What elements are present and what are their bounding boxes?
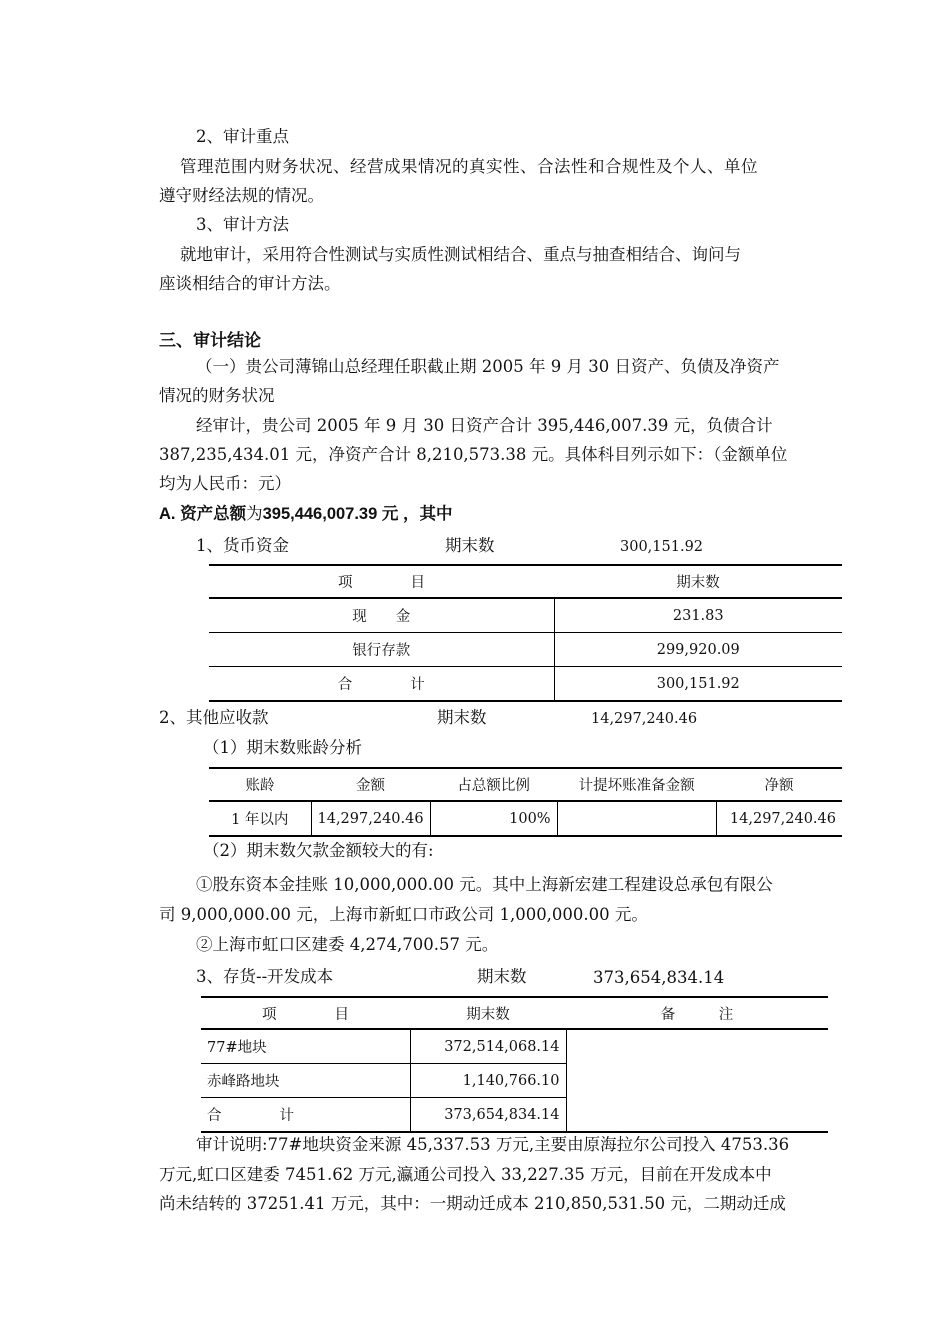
aging-title: （1）期末数账龄分析 bbox=[203, 738, 362, 757]
assets-heading-a: A. 资产总额 bbox=[159, 505, 247, 523]
table-cell: 299,920.09 bbox=[656, 641, 740, 658]
table-row bbox=[209, 667, 842, 702]
table-cell: 合 计 bbox=[209, 667, 554, 702]
table-cell: 银行存款 bbox=[209, 633, 554, 667]
table-cell: 赤峰路地块 bbox=[201, 1064, 410, 1098]
large-item2: ②上海市虹口区建委 4,274,700.57 元。 bbox=[196, 935, 499, 954]
table-header-row bbox=[209, 768, 842, 801]
receivables-period-label: 期末数 bbox=[437, 708, 487, 727]
inventory-period-label: 期末数 bbox=[477, 967, 527, 986]
audit-focus-line2: 遵守财经法规的情况。 bbox=[159, 186, 324, 205]
table-cell: 231.83 bbox=[672, 607, 724, 624]
inventory-label: 3、存货--开发成本 bbox=[196, 967, 334, 986]
assets-heading-b: 为 bbox=[246, 504, 263, 523]
assets-heading-c: 395,446,007.39 元 ，其中 bbox=[262, 505, 453, 523]
audit-method-heading: 3、审计方法 bbox=[196, 215, 289, 234]
table-row bbox=[209, 633, 842, 667]
inventory-value: 373,654,834.14 bbox=[593, 968, 725, 987]
table-header-cell: 期末数 bbox=[466, 1006, 510, 1023]
table-header-cell: 项 目 bbox=[338, 575, 425, 591]
audit-focus-line1: 管理范围内财务状况、经营成果情况的真实性、合法性和合规性及个人、单位 bbox=[180, 157, 758, 176]
table-cell bbox=[557, 801, 716, 836]
large-item1-line2: 司 9,000,000.00 元，上海市新虹口市政公司 1,000,000.00 元。 bbox=[159, 905, 648, 924]
table-cell: 1,140,766.10 bbox=[410, 1064, 566, 1098]
table-header-row bbox=[209, 565, 842, 598]
table-header-cell: 计提坏账准备金额 bbox=[578, 778, 695, 794]
table-cell: 373,654,834.14 bbox=[410, 1098, 566, 1133]
cash-period-label: 期末数 bbox=[445, 536, 495, 555]
table-header-cell: 备 注 bbox=[660, 1006, 734, 1023]
table-cell: 1 年以内 bbox=[209, 801, 311, 836]
conclusion-sub1-line1: （一）贵公司薄锦山总经理任职截止期 2005 年 9 月 30 日资产、负债及净资产 bbox=[196, 357, 780, 376]
table-cell: 14,297,240.46 bbox=[729, 810, 836, 827]
table-header-cell: 期末数 bbox=[676, 575, 720, 591]
large-balances-title: （2）期末数欠款金额较大的有: bbox=[203, 841, 434, 860]
table-row bbox=[209, 801, 842, 836]
conclusion-p1-line3: 均为人民币：元） bbox=[159, 474, 291, 493]
table-header-cell: 占总额比例 bbox=[457, 778, 530, 794]
receivables-label: 2、其他应收款 bbox=[159, 708, 269, 727]
inventory-note-line3: 尚未结转的 37251.41 万元，其中：一期动迁成本 210,850,531.50 元，二期动迁成 bbox=[159, 1194, 786, 1213]
table-header-cell: 账龄 bbox=[245, 778, 275, 794]
assets-heading bbox=[159, 503, 452, 525]
table-header-row bbox=[201, 997, 828, 1029]
cash-table bbox=[209, 564, 842, 702]
audit-method-line1: 就地审计，采用符合性测试与实质性测试相结合、重点与抽查相结合、询问与 bbox=[180, 245, 741, 264]
table-header-cell: 金额 bbox=[356, 778, 386, 794]
conclusion-heading: 三、审计结论 bbox=[159, 331, 261, 350]
table-cell: 14,297,240.46 bbox=[311, 801, 430, 836]
remarks-cell bbox=[566, 1029, 828, 1132]
audit-focus-heading: 2、审计重点 bbox=[196, 127, 289, 146]
table-cell: 372,514,068.14 bbox=[410, 1029, 566, 1064]
conclusion-p1-line2: 387,235,434.01 元，净资产合计 8,210,573.38 元。具体科目列示如下：（金额单位 bbox=[159, 445, 788, 464]
table-cell: 77#地块 bbox=[201, 1029, 410, 1064]
audit-method-line2: 座谈相结合的审计方法。 bbox=[159, 274, 341, 293]
aging-table bbox=[209, 767, 842, 837]
table-row bbox=[209, 598, 842, 633]
cash-value: 300,151.92 bbox=[620, 539, 704, 555]
inventory-note-line1: 审计说明:77#地块资金来源 45,337.53 万元,主要由原海拉尔公司投入 4753.36 bbox=[196, 1135, 790, 1154]
conclusion-sub1-line2: 情况的财务状况 bbox=[159, 386, 275, 405]
cash-label: 1、货币资金 bbox=[196, 536, 289, 555]
inventory-note-line2: 万元,虹口区建委 7451.62 万元,瀛通公司投入 33,227.35 万元，目前在开发成本中 bbox=[159, 1165, 772, 1184]
table-cell: 100% bbox=[430, 801, 557, 836]
table-row bbox=[201, 1029, 828, 1064]
table-cell: 合 计 bbox=[201, 1098, 410, 1133]
receivables-value: 14,297,240.46 bbox=[591, 711, 698, 727]
table-cell: 现 金 bbox=[209, 598, 554, 633]
table-header-cell: 净额 bbox=[764, 778, 794, 794]
large-item1-line1: ①股东资本金挂账 10,000,000.00 元。其中上海新宏建工程建设总承包有限公 bbox=[196, 875, 773, 894]
table-header-cell: 项 目 bbox=[262, 1006, 349, 1023]
inventory-table bbox=[201, 996, 828, 1133]
table-cell: 300,151.92 bbox=[656, 675, 740, 692]
conclusion-p1-line1: 经审计，贵公司 2005 年 9 月 30 日资产合计 395,446,007.39 元，负债合计 bbox=[196, 416, 773, 435]
